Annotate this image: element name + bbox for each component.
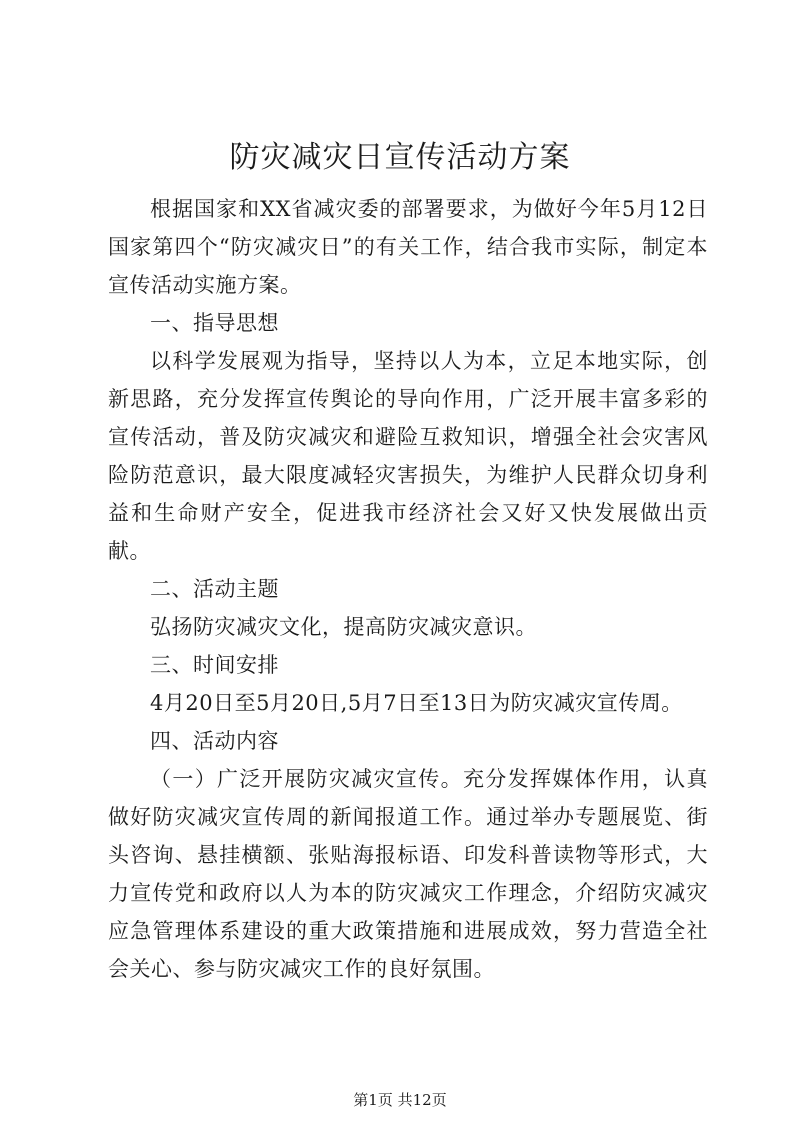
intro-paragraph: 根据国家和XX省减灾委的部署要求，为做好今年5月12日国家第四个“防灾减灾日”的有关工作，结合我市实际，制定本宣传活动实施方案。 — [108, 197, 708, 297]
theme-paragraph: 弘扬防灾减灾文化，提高防灾减灾意识。 — [150, 615, 537, 639]
content-paragraph-1: （一）广泛开展防灾减灾宣传。充分发挥媒体作用，认真做好防灾减灾宣传周的新闻报道工作。通过举办专题展览、街头咨询、悬挂横额、张贴海报标语、印发科普读物等形式，大力宣传党和政府以人为本的防灾减灾工作理念，介绍防灾减灾应急管理体系建设的重大政策措施和进展成效，努力营造全社会关心、参与防灾减灾工作的良好氛围。 — [108, 767, 708, 981]
section-heading-theme: 二、活动主题 — [150, 577, 279, 601]
section-heading-schedule: 三、时间安排 — [150, 653, 279, 677]
document-title: 防灾减灾日宣传活动方案 — [229, 140, 571, 175]
section-heading-content: 四、活动内容 — [150, 729, 279, 753]
section-heading-guiding-ideology: 一、指导思想 — [150, 311, 279, 335]
document-body — [108, 190, 708, 988]
guiding-ideology-paragraph: 以科学发展观为指导，坚持以人为本，立足本地实际，创新思路，充分发挥宣传舆论的导向作用，广泛开展丰富多彩的宣传活动，普及防灾减灾和避险互救知识，增强全社会灾害风险防范意识，最大限度减轻灾害损失，为维护人民群众切身利益和生命财产安全，促进我市经济社会又好又快发展做出贡献。 — [108, 349, 708, 563]
schedule-paragraph: 4月20日至5月20日,5月7日至13日为防灾减灾宣传周。 — [150, 691, 683, 715]
page-number-footer: 第1页 共12页 — [353, 1091, 447, 1109]
